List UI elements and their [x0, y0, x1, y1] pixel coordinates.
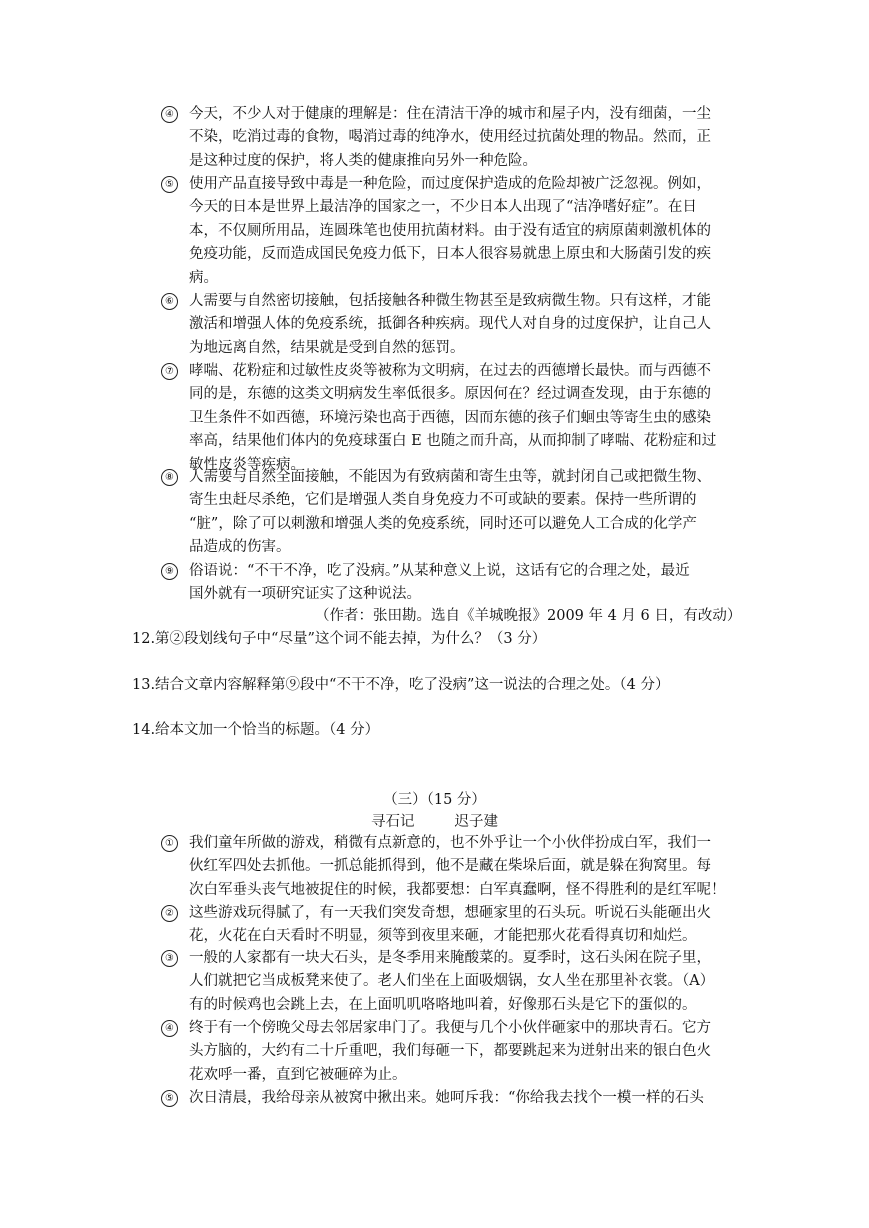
question-12: 12.第②段划线句子中“尽量”这个词不能去掉，为什么？（3 分）	[132, 631, 547, 647]
paragraph-2	[161, 902, 741, 949]
paragraph-5	[161, 173, 741, 290]
paragraph-number: ⑦	[161, 363, 178, 380]
paragraph-7	[161, 360, 741, 477]
paragraph-number: ⑤	[161, 176, 178, 193]
article-author: 迟子建	[454, 814, 498, 830]
paragraph-line: 哮喘、花粉症和过敏性皮炎等被称为文明病，在过去的西德增长最快。而与西德不	[189, 363, 711, 379]
question-13: 13.结合文章内容解释第⑨段中“不干不净，吃了没病”这一说法的合理之处。（4 分）	[132, 677, 670, 693]
paragraph-5b	[161, 1087, 741, 1110]
paragraph-line: 今天的日本是世界上最洁净的国家之一，不少日本人出现了“洁净嗜好症”。在日	[189, 199, 697, 216]
paragraph-1	[161, 832, 741, 902]
paragraph-line: 今天，不少人对于健康的理解是：住在清洁干净的城市和屋子内，没有细菌，一尘	[189, 106, 711, 122]
paragraph-number: ④	[161, 1020, 178, 1037]
source-citation: （作者：张田勘。选自《羊城晚报》2009 年 4 月 6 日，有改动）	[315, 608, 742, 624]
paragraph-line: 次日清晨，我给母亲从被窝中揪出来。她呵斥我：“你给我去找个一模一样的石头	[189, 1090, 704, 1106]
paragraph-number: ⑥	[161, 293, 178, 310]
paragraph-line: 卫生条件不如西德，环境污染也高于西德，因而东德的孩子们蛔虫等寄生虫的感染	[189, 409, 711, 426]
article-title: 寻石记	[371, 814, 415, 830]
paragraph-line: 伙红军四处去抓他。一抓总能抓得到，他不是藏在柴垛后面，就是躲在狗窝里。每	[189, 858, 711, 875]
paragraph-line: 人们就把它当成板凳来使了。老人们坐在上面吸烟锅，女人坐在那里补衣裳。（A）	[189, 973, 715, 990]
paragraph-number: ⑤	[161, 1090, 178, 1107]
paragraph-line: 使用产品直接导致中毒是一种危险，而过度保护造成的危险却被广泛忽视。例如，	[189, 176, 711, 192]
paragraph-4b	[161, 1017, 741, 1087]
paragraph-line: 率高，结果他们体内的免疫球蛋白 E 也随之而升高，从而抑制了哮喘、花粉症和过	[189, 433, 717, 450]
article-title-line	[0, 811, 869, 834]
paragraph-line: 免疫功能，反而造成国民免疫力低下，日本人很容易就患上原虫和大肠菌引发的疾	[189, 246, 711, 263]
paragraph-line: 本，不仅厕所用品，连圆珠笔也使用抗菌材料。由于没有适宜的病原菌刺激机体的	[189, 222, 711, 239]
paragraph-line: 终于有一个傍晚父母去邻居家串门了。我便与几个小伙伴砸家中的那块青石。它方	[189, 1020, 711, 1036]
paragraph-line: 一般的人家都有一块大石头，是冬季用来腌酸菜的。夏季时，这石头闲在院子里，	[189, 950, 711, 966]
paragraph-9	[161, 560, 741, 607]
paragraph-8	[161, 466, 741, 560]
paragraph-4	[161, 103, 741, 173]
paragraph-line: 有的时候鸡也会跳上去，在上面叽叽咯咯地叫着，好像那石头是它下的蛋似的。	[189, 996, 697, 1013]
paragraph-line: 敏性皮炎等疾病。	[189, 456, 305, 473]
paragraph-number: ⑨	[161, 563, 178, 580]
paragraph-line: 寄生虫赶尽杀绝，它们是增强人类自身免疫力不可或缺的要素。保持一些所谓的	[189, 492, 697, 509]
paragraph-line: 这些游戏玩得腻了，有一天我们突发奇想，想砸家里的石头玩。听说石头能砸出火	[189, 905, 711, 921]
question-14: 14.给本文加一个恰当的标题。（4 分）	[132, 722, 380, 738]
paragraph-line: 人需要与自然全面接触，不能因为有致病菌和寄生虫等，就封闭自己或把微生物、	[189, 469, 711, 485]
paragraph-line: 头方脑的，大约有二十斤重吧，我们每砸一下，都要跳起来为迸射出来的银白色火	[189, 1043, 711, 1060]
paragraph-line: 花欢呼一番，直到它被砸碎为止。	[189, 1066, 407, 1083]
paragraph-number: ①	[161, 835, 178, 852]
paragraph-line: 同的是，东德的这类文明病发生率低很多。原因何在？经过调查发现，由于东德的	[189, 386, 711, 403]
paragraph-line: 病。	[189, 269, 218, 286]
section-heading: （三）（15 分）	[383, 792, 486, 808]
paragraph-line: 人需要与自然密切接触，包括接触各种微生物甚至是致病微生物。只有这样，才能	[189, 293, 711, 309]
paragraph-number: ③	[161, 950, 178, 967]
paragraph-line: 花，火花在白天看时不明显，须等到夜里来砸，才能把那火花看得真切和灿烂。	[189, 928, 697, 945]
paragraph-6	[161, 290, 741, 360]
paragraph-line: 是这种过度的保护，将人类的健康推向另外一种危险。	[189, 152, 537, 169]
paragraph-number: ⑧	[161, 469, 178, 486]
paragraph-line: 品造成的伤害。	[189, 539, 291, 556]
paragraph-line: 次白军垂头丧气地被捉住的时候，我都要想：白军真蠢啊，怪不得胜利的是红军呢！	[189, 881, 726, 898]
paragraph-line: 不染，吃消过毒的食物，喝消过毒的纯净水，使用经过抗菌处理的物品。然而，正	[189, 129, 711, 146]
paragraph-line: 我们童年所做的游戏，稍微有点新意的，也不外乎让一个小伙伴扮成白军，我们一	[189, 835, 711, 851]
paragraph-3	[161, 947, 741, 1017]
paragraph-line: 为地远离自然，结果就是受到自然的惩罚。	[189, 339, 465, 356]
paragraph-line: 俗语说：“不干不净，吃了没病。”从某种意义上说，这话有它的合理之处，最近	[189, 563, 690, 579]
paragraph-line: “脏”，除了可以刺激和增强人类的免疫系统，同时还可以避免人工合成的化学产	[189, 515, 697, 532]
paragraph-line: 国外就有一项研究证实了这种说法。	[189, 586, 421, 603]
paragraph-number: ②	[161, 905, 178, 922]
paragraph-line: 激活和增强人体的免疫系统，抵御各种疾病。现代人对自身的过度保护，让自己人	[189, 316, 711, 333]
paragraph-number: ④	[161, 106, 178, 123]
